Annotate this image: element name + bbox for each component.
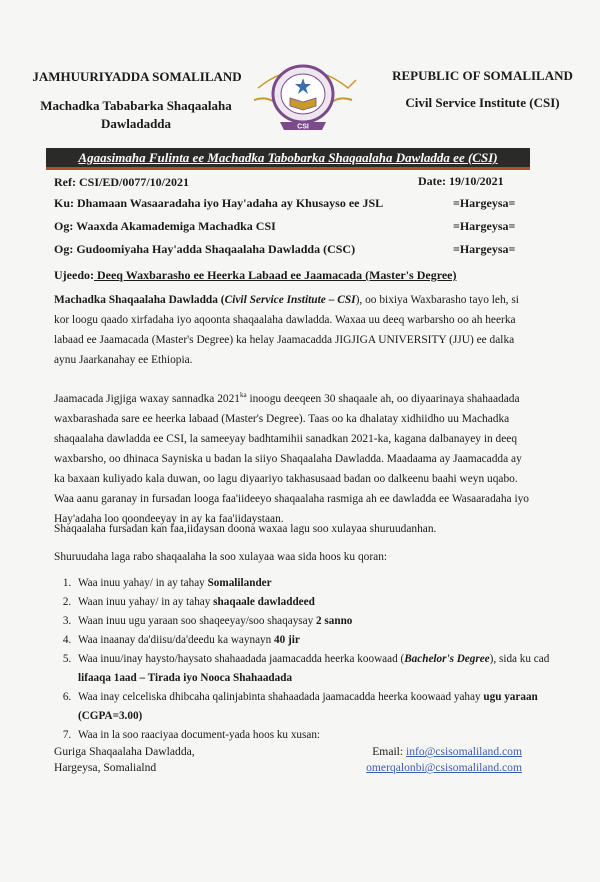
subject-label: Ujeedo: [54,268,94,282]
reference-number: Ref: CSI/ED/0077/10/2021 [54,175,189,189]
paragraph-scholarship-sup: ka [239,391,247,399]
header-left-title: JAMHUURIYADDA SOMALILAND [32,69,242,84]
subject-text: Deeq Waxbarasho ee Heerka Labaad ee Jaamacada (Master's Degree) [93,268,457,282]
logo-text: CSI [297,123,309,131]
recipient-line: Og: Waaxda Akamademiga Machadka CSI [54,219,276,233]
subject-line [54,268,456,283]
requirement-item: 3. Waan inuu ugu yaraan soo shaqeeyay/soo shaqaysay 2 sanno [74,612,552,631]
csi-logo-icon [244,58,362,140]
paragraph-intro-italic: Civil Service Institute – CSI [224,294,356,306]
requirement-item: 4. Waa inaanay da'diisu/da'deedu ka waynayn 40 jir [74,631,552,650]
paragraph-intro-start: Machadka Shaqaalaha Dawladda ( [54,294,225,306]
header-left-subtitle: Machadka Tababarka Shaqaalaha Dawladadda [40,98,232,131]
requirement-item: 7. Waa in la soo raaciyaa document-yada hoos ku xusan: [74,726,552,745]
requirement-item: 6. Waa inay celceliska dhibcaha qalinjabinta shahaadada jaamacadda heerka koowaad yahay ugu yaraan (CGPA=3.00) [74,688,552,726]
email-label: Email: [372,745,407,758]
email-link-info[interactable]: info@csisomaliland.com [406,745,522,758]
header-right-subtitle: Civil Service Institute (CSI) [405,95,560,110]
recipient-place: =Hargeysa= [453,242,516,256]
recipient-line: Ku: Dhamaan Wasaaradaha iyo Hay'adaha ay Khusayso ee JSL [54,196,384,210]
email-link-omer[interactable]: omerqalonbi@csisomaliland.com [366,761,522,774]
letter-date: Date: 19/10/2021 [418,174,504,188]
requirement-item: 1. Waa inuu yahay/ in ay tahay Somalilander [74,574,552,593]
paragraph-intro [54,290,532,370]
footer-contact [344,744,522,776]
paragraph-intro-rest: ), oo bixiya Waxbarasho tayo leh, si kor loogu qaado xirfadaha iyo aqoonta shaqaalaha dawladda. Waxaa uu deeq warbarsho oo ah heerka labaad ee Jaamacada (Master's Degree) ka helay Jaamacadda JIGJIGA UNIVERSITY (JJU) ee dalka aynu Jaarkanahay ee Ethiopia. [54,294,519,366]
requirement-item: 5. Waa inuu/inay haysto/haysato shahaadada jaamacadda heerka koowaad (Bachelor's Degree), sida ku cad lifaaqa 1aad – Tirada iyo Nooca Shahaadada [74,650,552,688]
footer-address-line: Hargeysa, Somalialnd [54,761,157,774]
requirement-item: 2. Waan inuu yahay/ in ay tahay shaqaale dawladdeed [74,593,552,612]
footer-address-line: Guriga Shaqaalaha Dawladda, [54,745,195,758]
recipient-place: =Hargeysa= [453,219,516,233]
footer-address [54,744,195,776]
header-right-title: REPUBLIC OF SOMALILAND [392,68,573,83]
requirements-list [54,574,552,745]
banner-title: Agaasimaha Fulinta ee Machadka Tabobarka Shaqaalaha Dawladda ee (CSI) [46,148,530,170]
paragraph-scholarship [54,385,532,529]
paragraph-requirements-intro: Shuruudaha laga rabo shaqaalaha la soo xulayaa waa sida hoos ku qoran: [54,551,388,563]
paragraph-selection: Shaqaalaha fursadan kan faa,iidaysan doona waxaa lagu soo xulayaa shuruudanhan. [54,523,437,535]
paragraph-scholarship-start: Jaamacada Jigjiga waxay sannadka 2021 [54,392,240,405]
paragraph-scholarship-rest: inoogu deeqeen 30 shaqaale ah, oo diyaarinaya shahaadada waxbarashada sare ee heerka labaad (Master's Degree). Taas oo ka dhalatay xidhiidho uu Machadka shaqaalaha dawladda ee CSI, la sameeyay badhtamihii sanadkan 2021-ka, kagana dalbanayey in deeq waxbarsho, oo dhinaca Sayniska u badan la siiyo Shaqaalaha Dawladda. Maadaama ay Jaamacadda ay ka baxaan kuliyado kala duwan, oo lagu diyaariyo takhasusaad badan oo dalkeenu baahi weyn uqabo. Waa aanu garanay in fursadan looga faa'iideeyo shaqaalaha rasmiga ah ee dawladda ee Wasaaradaha iyo Hay'adaha loo qoondeeyay in ay ka faa'iidaystaan. [54,392,530,525]
recipient-line: Og: Gudoomiyaha Hay'adda Shaqaalaha Dawladda (CSC) [54,242,356,256]
recipient-place: =Hargeysa= [453,196,516,210]
